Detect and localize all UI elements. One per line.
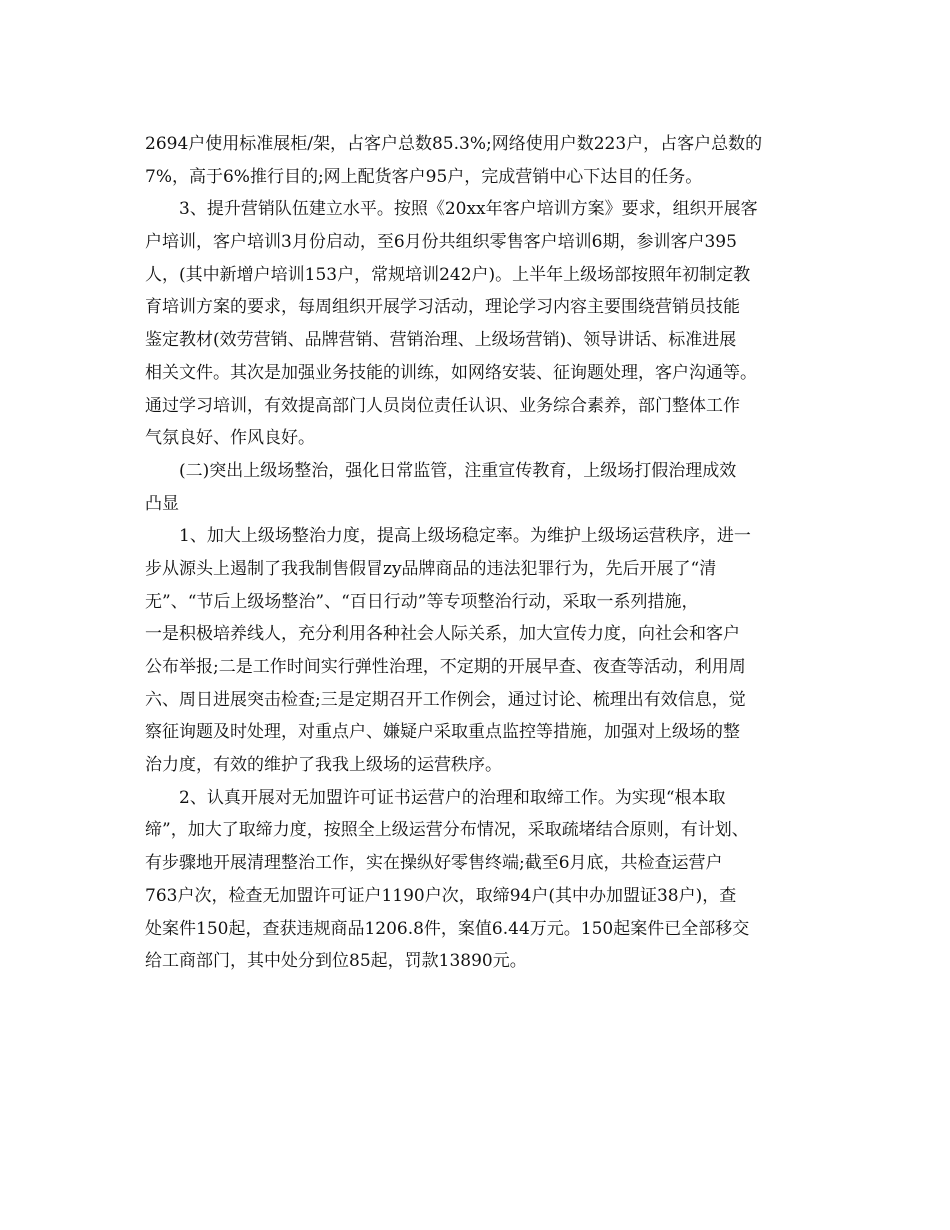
text-line: 缔”，加大了取缔力度，按照全上级运营分布情况，采取疏堵结合原则，有计划、: [145, 820, 749, 841]
text-line: 相关文件。其次是加强业务技能的训练，如网络安装、征询题处理，客户沟通等。: [145, 362, 757, 383]
text-line: 公布举报;二是工作时间实行弹性治理，不定期的开展早查、夜查等活动，利用周: [145, 657, 746, 677]
text-line: 1、加大上级场整治力度，提高上级场稳定率。为维护上级场运营秩序，进一: [179, 526, 751, 547]
text-line: 通过学习培训，有效提高部门人员岗位责任认识、业务综合素养，部门整体工作: [145, 395, 740, 416]
text-line: 2、认真开展对无加盟许可证书运营户的治理和取缔工作。为实现“根本取: [179, 787, 726, 808]
text-line: 治力度，有效的维护了我我上级场的运营秩序。: [145, 755, 502, 776]
text-line: 3、提升营销队伍建立水平。按照《20xx年客户培训方案》要求，组织开展客: [179, 199, 758, 220]
text-line: 7%，高于6%推行目的;网上配货客户95户，完成营销中心下达目的任务。: [145, 166, 703, 187]
text-line: 无”、“节后上级场整治”、“百日行动”等专项整治行动，采取一系列措施，: [145, 591, 699, 612]
text-line: 凸显: [145, 493, 179, 514]
text-line: 给工商部门，其中处分到位85起，罚款13890元。: [145, 951, 527, 972]
text-line: 有步骤地开展清理整治工作，实在操纵好零售终端;截至6月底，共检查运营户: [145, 853, 723, 874]
text-line: 人，(其中新增户培训153户，常规培训242户)。上半年上级场部按照年初制定教: [145, 264, 751, 285]
text-line: 2694户使用标准展柜/架，占客户总数85.3%;网络使用户数223户，占客户总数的: [145, 134, 763, 154]
text-line: 步从源头上遏制了我我制售假冒zy品牌商品的违法犯罪行为，先后开展了“清: [145, 558, 717, 579]
text-line: 一是积极培养线人，充分利用各种社会人际关系，加大宣传力度，向社会和客户: [145, 624, 740, 645]
text-line: 育培训方案的要求，每周组织开展学习活动，理论学习内容主要围绕营销员技能: [145, 297, 740, 318]
text-line: 户培训，客户培训3月份启动，至6月份共组织零售客户培训6期，参训客户395: [145, 232, 737, 253]
text-line: 鉴定教材(效劳营销、品牌营销、营销治理、上级场营销)、领导讲话、标准进展: [145, 330, 737, 351]
text-line: 处案件150起，查获违规商品1206.8件，案值6.44万元。150起案件已全部移交: [145, 918, 750, 939]
document-body: [145, 128, 810, 978]
text-line: 六、周日进展突击检查;三是定期召开工作例会，通过讨论、梳理出有效信息，觉: [145, 689, 746, 710]
text-line: (二)突出上级场整治，强化日常监管，注重宣传教育，上级场打假治理成效: [179, 460, 737, 481]
text-line: 察征询题及时处理，对重点户、嫌疑户采取重点监控等措施，加强对上级场的整: [145, 722, 740, 743]
text-line: 气氛良好、作风良好。: [145, 428, 315, 449]
text-line: 763户次，检查无加盟许可证户1190户次，取缔94户(其中办加盟证38户)，查: [145, 885, 737, 906]
